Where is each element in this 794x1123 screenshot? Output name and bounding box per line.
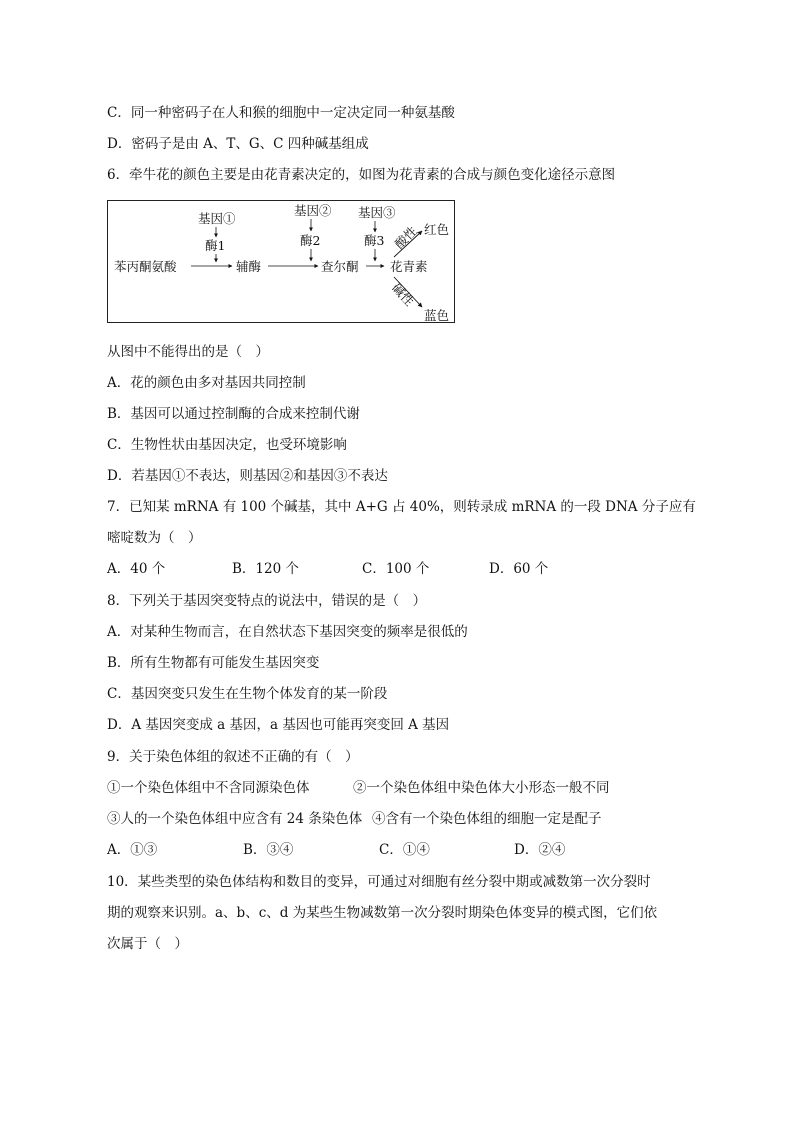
substrate-label: 苯丙酮氨酸 [114,259,177,274]
q9-option-b: B．③④ [243,842,294,858]
q8-option-b: B．所有生物都有可能发生基因突变 [107,655,320,671]
q6-option-b: B．基因可以通过控制酶的合成来控制代谢 [107,406,360,422]
gene2-label: 基因② [294,203,332,218]
q8-stem: 8．下列关于基因突变特点的说法中，错误的是（ ） [107,593,427,609]
enzyme2-label: 酶2 [300,233,321,248]
q9-statement-1: ①一个染色体组中不含同源染色体 [107,780,310,796]
pathway-svg [108,201,456,324]
q6-option-a: A．花的颜色由多对基因共同控制 [107,375,306,391]
q9-stem: 9．关于染色体组的叙述不正确的有（ ） [107,749,359,765]
q9-option-d: D．②④ [514,842,566,858]
q6-option-d: D．若基因①不表达，则基因②和基因③不表达 [107,468,388,484]
coenzyme-label: 辅酶 [236,259,262,274]
q10-stem-end: 次属于（ ） [107,936,188,952]
q8-option-a: A．对某种生物而言，在自然状态下基因突变的频率是很低的 [107,624,468,640]
alkali-label: 碱性 [389,280,418,309]
q9-statement-2: ②一个染色体组中染色体大小形态一般不同 [353,780,610,796]
q7-stem-cont: 嘧啶数为（ ） [107,530,202,546]
q8-option-c: C．基因突变只发生在生物个体发育的某一阶段 [107,686,388,702]
q7-option-b: B．120 个 [232,561,299,577]
q6-question: 从图中不能得出的是（ ） [107,344,269,360]
acid-label: 酸性 [391,223,420,252]
q5-option-c: C．同一种密码子在人和猴的细胞中一定决定同一种氨基酸 [107,105,455,121]
q9-statement-3: ③人的一个染色体组中应含有 24 条染色体 [107,811,363,827]
q5-option-d: D．密码子是由 A、T、G、C 四种碱基组成 [107,136,369,152]
q7-option-c: C．100 个 [362,561,430,577]
q9-option-c: C．①④ [379,842,430,858]
enzyme3-label: 酶3 [364,233,385,248]
q7-option-d: D．60 个 [489,561,549,577]
q8-option-d: D．A 基因突变成 a 基因，a 基因也可能再突变回 A 基因 [107,717,450,733]
q6-option-c: C．生物性状由基因决定，也受环境影响 [107,437,347,453]
q10-stem: 10．某些类型的染色体结构和数目的变异，可通过对细胞有丝分裂中期或减数第一次分裂时 [107,874,651,890]
anthocyanin-label: 花青素 [390,259,428,274]
q7-option-a: A．40 个 [107,561,166,577]
blue-label: 蓝色 [424,308,450,323]
q10-stem-cont: 期的观察来识别。a、b、c、d 为某些生物减数第一次分裂时期染色体变异的模式图，它们依 [107,905,658,921]
gene3-label: 基因③ [358,205,396,220]
red-label: 红色 [424,222,450,237]
q9-option-a: A．①③ [107,842,158,858]
q6-stem: 6．牵牛花的颜色主要是由花青素决定的，如图为花青素的合成与颜色变化途径示意图 [107,167,616,183]
gene1-label: 基因① [198,211,236,226]
q9-statement-4: ④含有一个染色体组的细胞一定是配子 [372,811,602,827]
chalcone-label: 查尔酮 [321,259,359,274]
anthocyanin-pathway-diagram [107,200,455,323]
q7-stem: 7．已知某 mRNA 有 100 个碱基，其中 A+G 占 40%，则转录成 mRNA 的一段 DNA 分子应有 [107,499,696,515]
enzyme1-label: 酶1 [205,238,226,253]
